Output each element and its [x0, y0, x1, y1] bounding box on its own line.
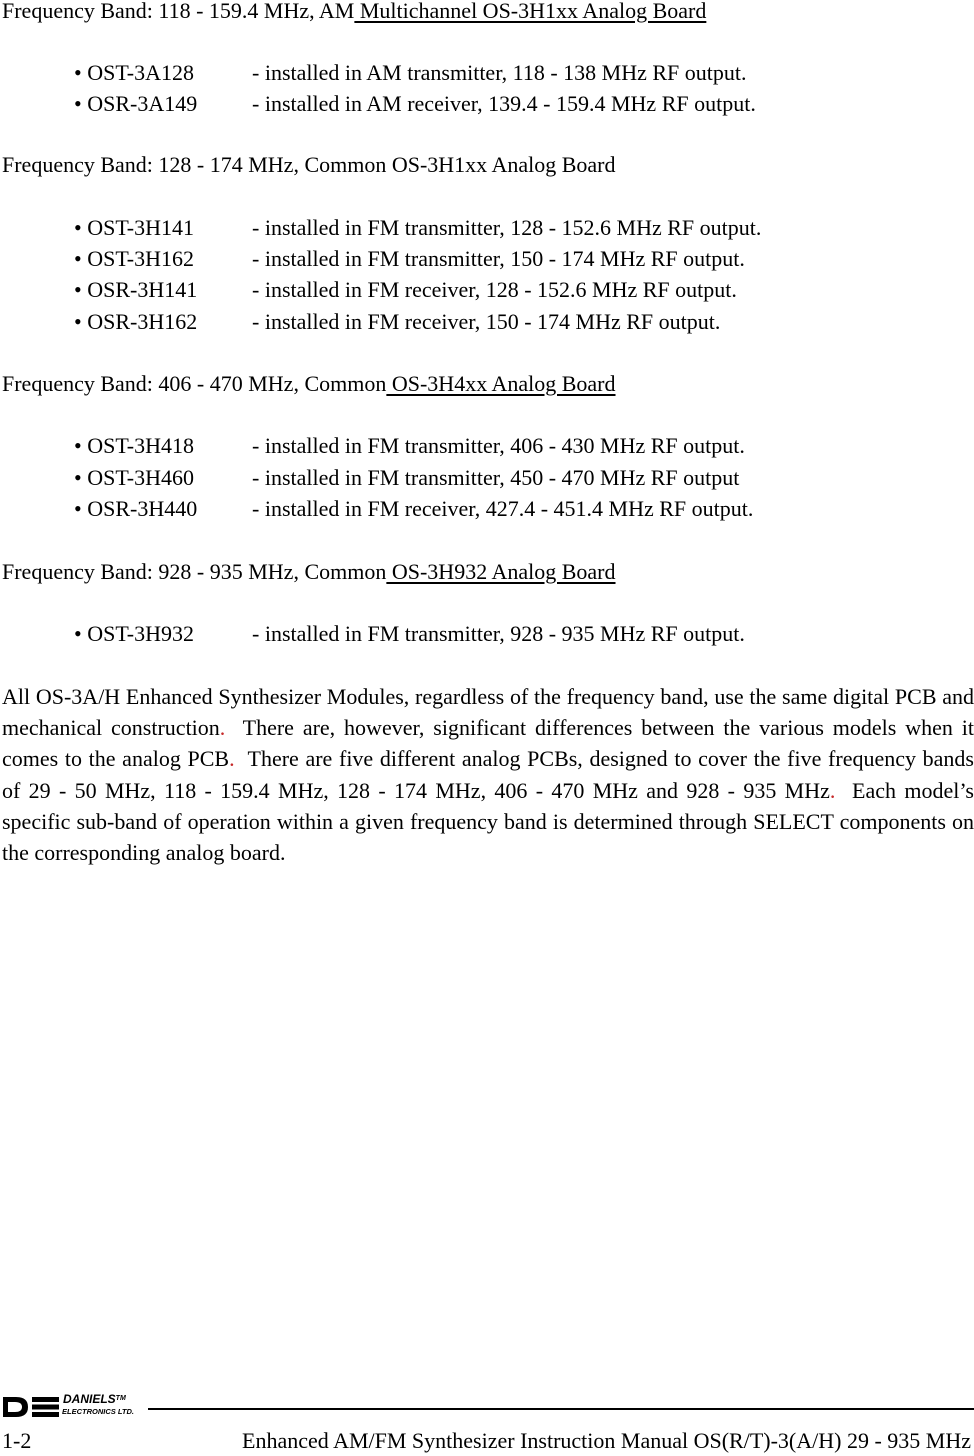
list-item: [74, 88, 756, 119]
paragraph-period: .: [219, 715, 226, 741]
model-number: • OSR-3H440: [74, 496, 198, 521]
list-item: [74, 493, 753, 524]
paragraph-sentence: There are five different analog PCBs, designed to cover the five frequency bands of 29 - 50 MHz, 118 - 159.4 MHz, 128 - 174 MHz, 406 - 470 MHz and 928 - 935 MHz: [2, 746, 974, 803]
daniels-logo: [0, 1394, 150, 1420]
model-description: - installed in FM receiver, 427.4 - 451.4 MHz RF output.: [252, 496, 754, 521]
band-heading-118-159: [2, 0, 706, 26]
model-description: - installed in FM receiver, 128 - 152.6 MHz RF output.: [252, 277, 737, 302]
band-heading-text: Frequency Band: 406 - 470 MHz, Common: [2, 371, 387, 396]
footer-divider: [148, 1408, 974, 1410]
model-description: - installed in FM transmitter, 406 - 430 MHz RF output.: [252, 433, 745, 458]
list-item: [74, 618, 745, 649]
band-heading-128-174: [2, 149, 616, 180]
page-number: 1-2: [2, 1428, 32, 1453]
model-description: - installed in FM receiver, 150 - 174 MHz RF output.: [252, 309, 721, 334]
list-item: [74, 212, 761, 243]
model-description: - installed in FM transmitter, 128 - 152.6 MHz RF output.: [252, 215, 762, 240]
model-number: • OST-3H418: [74, 433, 194, 458]
model-number: • OSR-3H162: [74, 309, 198, 334]
model-number: • OST-3H141: [74, 215, 194, 240]
model-description: - installed in AM receiver, 139.4 - 159.4 MHz RF output.: [252, 91, 756, 116]
model-number: • OST-3H460: [74, 465, 194, 490]
logo-company-name: DANIELS™: [63, 1392, 126, 1406]
band-heading-board: Multichannel OS-3H1xx Analog Board: [354, 0, 707, 23]
model-description: - installed in FM transmitter, 150 - 174 MHz RF output.: [252, 246, 745, 271]
model-number: • OST-3A128: [74, 60, 194, 85]
paragraph-sentence: All OS-3A/H Enhanced Synthesizer Modules, regardless of the frequency band, use the same digital PCB and mechanical construction: [2, 684, 974, 741]
logo-trademark: TM: [115, 1395, 126, 1402]
paragraph-period: .: [229, 746, 235, 772]
list-item: [74, 57, 747, 88]
model-description: - installed in AM transmitter, 118 - 138 MHz RF output.: [252, 60, 747, 85]
model-number: • OSR-3A149: [74, 91, 198, 116]
model-description: - installed in FM transmitter, 450 - 470 MHz RF output: [252, 465, 740, 490]
logo-company-subtitle: ELECTRONICS LTD.: [62, 1407, 134, 1416]
model-number: • OSR-3H141: [74, 277, 198, 302]
band-heading-928-935: [2, 556, 616, 587]
model-number: • OST-3H932: [74, 621, 194, 646]
body-paragraph: [2, 681, 974, 868]
band-heading-board: OS-3H932 Analog Board: [386, 559, 616, 584]
band-heading-text: Frequency Band: 928 - 935 MHz, Common: [2, 559, 387, 584]
band-heading-text: Frequency Band: 118 - 159.4 MHz, AM: [2, 0, 355, 23]
paragraph-sentence: Each model’s specific sub-band of operation within a given frequency band is determined through SELECT components on the corresponding analog board.: [2, 777, 974, 866]
list-item: [74, 306, 720, 337]
list-item: [74, 243, 745, 274]
band-heading-406-470: [2, 368, 616, 399]
band-heading-board: OS-3H4xx Analog Board: [386, 371, 616, 396]
daniels-logo-mark-icon: [2, 1396, 60, 1418]
list-item: [74, 430, 745, 461]
model-number: • OST-3H162: [74, 246, 194, 271]
list-item: [74, 274, 737, 305]
paragraph-period: .: [829, 777, 836, 803]
paragraph-sentence: There are, however, significant differences between the various models when it comes to the analog PCB: [2, 715, 974, 772]
band-heading-text: Frequency Band: 128 - 174 MHz, Common OS-3H1xx Analog Board: [2, 152, 616, 177]
model-description: - installed in FM transmitter, 928 - 935 MHz RF output.: [252, 621, 745, 646]
list-item: [74, 462, 739, 493]
manual-title: Enhanced AM/FM Synthesizer Instruction Manual OS(R/T)-3(A/H) 29 - 935 MHz: [242, 1428, 971, 1453]
